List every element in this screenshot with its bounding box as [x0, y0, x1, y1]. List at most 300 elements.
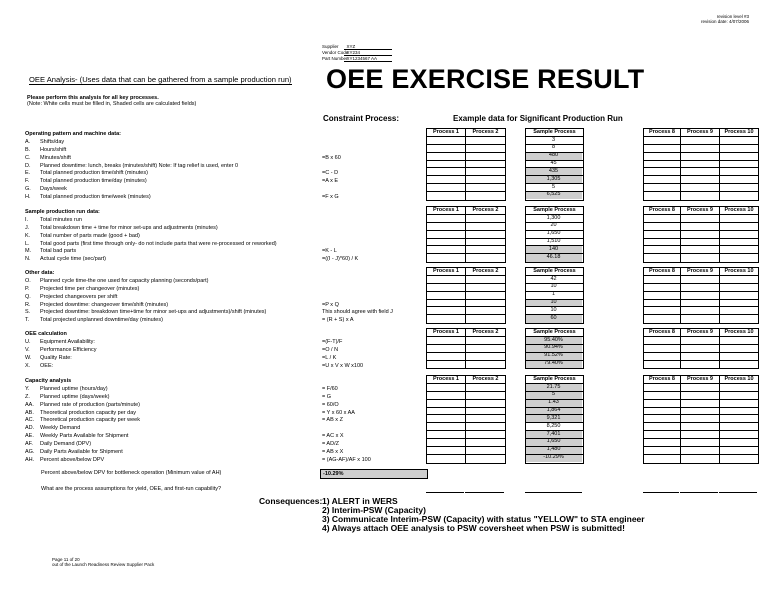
sample-value-cell[interactable]: 7,401 — [525, 431, 582, 439]
grid-line — [426, 175, 465, 176]
grid-line — [719, 454, 758, 455]
sample-value-cell[interactable]: 21.75 — [525, 384, 582, 392]
row-code: J. — [25, 224, 30, 231]
row-formula: =F x G — [322, 193, 339, 200]
row-description: Weekly Parts Available for Shipment — [40, 433, 129, 440]
data-row — [25, 394, 420, 402]
row-description: Minutes/shift — [40, 154, 71, 161]
grid-line — [525, 438, 583, 439]
grid-line — [426, 352, 465, 353]
grid-line — [426, 299, 465, 300]
grid-line — [719, 160, 758, 161]
section-title: Other data: — [25, 270, 55, 276]
consequence-1: 1) ALERT in WERS — [322, 496, 398, 506]
grid-line — [426, 238, 465, 239]
column-header: Sample Process — [525, 128, 584, 137]
row-description: Planned uptime (hours/day) — [40, 386, 108, 392]
row-description: Total planned production time/shift (minutes) — [40, 170, 148, 177]
grid-line — [525, 344, 583, 345]
grid-line — [426, 407, 465, 408]
sample-value-cell[interactable]: 95.40% — [525, 337, 582, 345]
column-grid — [426, 383, 466, 464]
row-description: Total good parts (first time through only- do not include parts that were re-processed or reworked) — [40, 240, 277, 247]
row-code: AG. — [25, 448, 35, 455]
grid-line — [643, 360, 680, 361]
grid-line — [643, 144, 680, 145]
grid-line — [525, 160, 583, 161]
data-row — [25, 170, 420, 178]
grid-line — [465, 191, 505, 192]
data-row — [25, 309, 420, 317]
row-description: Theoretical production capacity per week — [40, 417, 140, 424]
data-row — [25, 433, 420, 441]
row-description: Planned rate of production (parts/minute) — [40, 401, 140, 408]
grid-line — [525, 314, 583, 315]
row-code: K. — [25, 232, 31, 239]
instructions-note: (Note: White cells must be filled in, Shaded cells are calculated fields) — [27, 101, 197, 107]
grid-line — [643, 414, 680, 415]
row-formula: This should agree with field J — [322, 309, 393, 316]
sample-value-cell[interactable]: 20 — [550, 222, 557, 229]
grid-line — [643, 291, 680, 292]
page-title: OEE EXERCISE RESULT — [326, 64, 645, 94]
grid-line — [680, 183, 719, 184]
column-header: Process 8 — [643, 267, 681, 276]
column-grid — [465, 383, 506, 464]
sample-value-cell[interactable]: 45 — [550, 160, 557, 167]
assumption-line — [426, 492, 464, 493]
data-row — [25, 425, 420, 433]
column-header: Process 1 — [426, 206, 466, 215]
column-grid — [465, 336, 506, 369]
sample-value-cell[interactable]: 1,864 — [525, 407, 582, 415]
column-grid — [426, 336, 466, 369]
row-description: Total minutes run — [40, 217, 82, 223]
sample-value-cell[interactable]: 42 — [550, 275, 557, 282]
grid-line — [643, 422, 680, 423]
row-formula: = F/60 — [322, 386, 338, 392]
row-formula: = Y x 60 x AA — [322, 409, 355, 416]
row-code: F. — [25, 178, 30, 185]
grid-line — [525, 360, 583, 361]
grid-line — [719, 407, 758, 408]
sample-value-cell[interactable]: 91.52% — [525, 352, 582, 360]
grid-line — [426, 230, 465, 231]
sample-value-cell[interactable]: 60 — [525, 315, 582, 323]
row-code: E. — [25, 170, 31, 177]
row-description: Total bad parts — [40, 248, 77, 255]
grid-line — [680, 407, 719, 408]
row-description: Daily Parts Available for Shipment — [40, 448, 123, 455]
row-description: Planned downtime: lunch, breaks (minutes/shift) Note: If tag relief is used, enter 0 — [40, 162, 239, 169]
row-description: Days/week — [40, 186, 67, 193]
oee-analysis-heading: OEE Analysis- (Uses data that can be gathered from a sample production run) — [29, 75, 292, 84]
grid-line — [643, 344, 680, 345]
data-row — [25, 294, 420, 302]
grid-line — [719, 191, 758, 192]
row-description: Total number of parts made (good + bad) — [40, 232, 140, 239]
row-code: B. — [25, 146, 31, 153]
row-formula: = 60/O — [322, 401, 339, 408]
column-header: Sample Process — [525, 206, 584, 215]
sample-value-cell[interactable]: 79.40% — [525, 360, 582, 368]
grid-line — [680, 360, 719, 361]
constraint-process-label: Constraint Process: — [323, 114, 400, 123]
row-code: AF. — [25, 440, 33, 447]
part-label: Part Number — [322, 56, 348, 61]
sample-value-cell[interactable]: 8,250 — [546, 422, 561, 429]
grid-line — [465, 183, 505, 184]
grid-line — [719, 291, 758, 292]
grid-line — [525, 454, 583, 455]
grid-line — [680, 314, 719, 315]
row-code: L. — [25, 240, 30, 247]
row-formula: =P x Q — [322, 301, 339, 308]
row-description: Percent above/below DPV — [40, 456, 105, 463]
grid-line — [465, 360, 505, 361]
row-description: Projected downtime: changeover time/shift (minutes) — [40, 301, 169, 308]
column-header: Process 10 — [719, 375, 759, 384]
section-title: OEE calculation — [25, 331, 67, 337]
data-row — [25, 457, 420, 465]
row-code: AH. — [25, 456, 35, 463]
data-row — [25, 248, 420, 256]
column-header: Process 9 — [680, 206, 720, 215]
grid-line — [525, 291, 583, 292]
grid-line — [680, 230, 719, 231]
row-description: Actual cycle time (sec/part) — [40, 256, 107, 263]
row-formula: =((I - J)*60) / K — [322, 256, 359, 263]
row-formula: = (AG-AF)/AF x 100 — [322, 456, 371, 463]
row-description: Projected downtime: breakdown time+time for minor set-ups and adjustments)/shift (minutes) — [40, 309, 267, 316]
grid-line — [643, 253, 680, 254]
assumption-line — [643, 492, 679, 493]
row-formula: =O / N — [322, 346, 339, 353]
column-header: Process 9 — [680, 375, 720, 384]
footer-source: out of the Launch Readiness Review Supplier Pack — [52, 562, 155, 567]
row-description: Planned cycle time-the one used for capacity planning (seconds/part) — [40, 278, 209, 284]
row-description: Performance Efficiency — [40, 346, 97, 353]
grid-line — [465, 152, 505, 153]
row-description: Planned uptime (days/week) — [40, 393, 110, 400]
part-value: XY1234567 AA — [344, 56, 392, 62]
row-code: AA. — [25, 401, 34, 408]
column-header: Process 2 — [465, 206, 506, 215]
column-header: Process 1 — [426, 267, 466, 276]
grid-line — [643, 222, 680, 223]
grid-line — [426, 144, 465, 145]
column-header: Process 2 — [465, 128, 506, 137]
column-grid — [643, 336, 681, 369]
grid-line — [680, 344, 719, 345]
grid-line — [426, 438, 465, 439]
sample-value-cell[interactable]: 10 — [550, 306, 557, 313]
grid-line — [426, 283, 465, 284]
row-code: AD. — [25, 425, 35, 432]
grid-line — [426, 422, 465, 423]
grid-line — [465, 144, 505, 145]
row-code: N. — [25, 256, 31, 263]
row-formula: =K - L — [322, 248, 337, 255]
grid-line — [465, 238, 505, 239]
grid-line — [525, 391, 583, 392]
row-description: Projected time per changeover (minutes) — [40, 285, 140, 292]
grid-line — [465, 422, 505, 423]
grid-line — [719, 430, 758, 431]
consequence-4: 4) Always attach OEE analysis to PSW coversheet when PSW is submitted! — [322, 523, 625, 533]
grid-line — [643, 230, 680, 231]
data-row — [25, 449, 420, 457]
grid-line — [426, 222, 465, 223]
data-row — [25, 441, 420, 449]
grid-line — [680, 245, 719, 246]
sample-value-cell[interactable]: 1 — [551, 291, 556, 298]
grid-line — [465, 167, 505, 168]
grid-line — [426, 183, 465, 184]
column-header: Process 8 — [643, 328, 681, 337]
revision-date: revision date: 4/07/2006 — [700, 19, 749, 24]
grid-line — [680, 422, 719, 423]
grid-line — [465, 430, 505, 431]
grid-line — [426, 314, 465, 315]
grid-line — [643, 352, 680, 353]
column-header: Process 1 — [426, 328, 466, 337]
row-code: A. — [25, 139, 31, 145]
grid-line — [719, 360, 758, 361]
grid-line — [643, 306, 680, 307]
row-description: Daily Demand (DPV) — [40, 440, 92, 447]
supplier-label: Supplier — [322, 44, 339, 49]
row-code: I. — [25, 217, 29, 223]
grid-line — [680, 446, 719, 447]
row-description: Weekly Demand — [40, 425, 81, 432]
sample-value-cell[interactable]: 1,480 — [525, 446, 582, 454]
data-row — [25, 147, 420, 155]
consequences-label: Consequences: — [259, 496, 323, 506]
data-row — [25, 302, 420, 310]
data-row — [25, 217, 420, 225]
row-formula: = AB x X — [322, 448, 344, 455]
column-grid — [719, 336, 759, 369]
data-row — [25, 241, 420, 249]
row-description: Hours/shift — [40, 146, 67, 153]
grid-line — [525, 167, 583, 168]
grid-line — [426, 253, 465, 254]
data-row — [25, 417, 420, 425]
grid-line — [719, 391, 758, 392]
grid-line — [525, 222, 583, 223]
grid-line — [465, 245, 505, 246]
assumption-line — [525, 492, 582, 493]
data-row — [25, 347, 420, 355]
assumption-line — [465, 492, 504, 493]
grid-line — [465, 399, 505, 400]
row-code: V. — [25, 346, 30, 353]
column-grid — [525, 383, 584, 464]
row-formula: = AB x Z — [322, 417, 343, 424]
grid-line — [525, 430, 583, 431]
data-row — [25, 402, 420, 410]
grid-line — [525, 407, 583, 408]
grid-line — [643, 175, 680, 176]
column-header: Process 2 — [465, 267, 506, 276]
vendor-label: Vendor Code — [322, 50, 349, 55]
row-code: X. — [25, 362, 31, 369]
footer-page: Page 11 of 20 — [52, 557, 80, 562]
column-grid — [525, 336, 584, 369]
column-header: Process 8 — [643, 375, 681, 384]
bottleneck-value[interactable]: -10.29% — [320, 469, 428, 479]
row-code: U. — [25, 339, 31, 345]
data-row — [25, 410, 420, 418]
column-header: Process 10 — [719, 267, 759, 276]
grid-line — [680, 144, 719, 145]
data-row — [25, 233, 420, 241]
grid-line — [719, 152, 758, 153]
column-header: Process 9 — [680, 328, 720, 337]
row-formula: = AD/Z — [322, 440, 339, 447]
grid-line — [719, 175, 758, 176]
sample-value-cell[interactable]: 5 — [551, 183, 556, 190]
sample-value-cell[interactable]: 5 — [525, 391, 582, 399]
grid-line — [465, 306, 505, 307]
row-code: O. — [25, 278, 31, 284]
grid-line — [525, 446, 583, 447]
supplier-value: XYZ — [344, 44, 392, 50]
grid-line — [525, 175, 583, 176]
grid-line — [719, 299, 758, 300]
sample-value-cell[interactable]: 90.94% — [525, 344, 582, 352]
data-row — [25, 178, 420, 186]
grid-line — [525, 144, 583, 145]
row-code: AB. — [25, 409, 34, 416]
grid-line — [680, 352, 719, 353]
grid-line — [465, 352, 505, 353]
data-row — [25, 317, 420, 325]
data-row — [25, 225, 420, 233]
column-grid — [680, 383, 720, 464]
grid-line — [643, 167, 680, 168]
column-grid — [680, 336, 720, 369]
section-title: Capacity analysis — [25, 378, 72, 384]
grid-line — [719, 183, 758, 184]
data-row — [25, 163, 420, 171]
example-data-label: Example data for Significant Production Run — [453, 114, 623, 123]
row-code: C. — [25, 154, 31, 161]
row-description: Projected changeovers per shift — [40, 293, 118, 300]
revision-level: revision level #3 — [716, 14, 749, 19]
grid-line — [525, 299, 583, 300]
data-row — [25, 186, 420, 194]
grid-line — [643, 238, 680, 239]
data-row — [25, 286, 420, 294]
grid-line — [426, 306, 465, 307]
sample-value-cell[interactable]: 9,321 — [525, 415, 582, 423]
grid-line — [680, 222, 719, 223]
row-description: Shifts/day — [40, 139, 65, 145]
grid-line — [719, 414, 758, 415]
sample-value-cell[interactable]: 1,300 — [546, 214, 561, 221]
grid-line — [525, 191, 583, 192]
grid-line — [643, 399, 680, 400]
sample-value-cell[interactable]: 480 — [525, 152, 582, 160]
grid-line — [643, 438, 680, 439]
grid-line — [465, 230, 505, 231]
row-formula: =B x 60 — [322, 154, 341, 161]
row-code: Y. — [25, 386, 30, 392]
grid-line — [719, 222, 758, 223]
column-grid — [719, 383, 759, 464]
grid-line — [680, 414, 719, 415]
column-header: Process 9 — [680, 128, 720, 137]
column-header: Sample Process — [525, 328, 584, 337]
data-row — [25, 278, 420, 286]
row-formula: =U x V x W x100 — [322, 362, 364, 369]
row-description: Total planned production time/week (minutes) — [40, 193, 151, 200]
assumption-line — [680, 492, 718, 493]
grid-line — [643, 446, 680, 447]
grid-line — [465, 454, 505, 455]
grid-line — [719, 422, 758, 423]
sample-value-cell[interactable]: 435 — [525, 168, 582, 176]
sample-value-cell[interactable]: 3 — [551, 136, 556, 143]
data-row — [25, 339, 420, 347]
sample-value-cell[interactable]: 140 — [525, 246, 582, 254]
grid-line — [680, 238, 719, 239]
sample-value-cell[interactable]: 1,305 — [525, 176, 582, 184]
grid-line — [680, 160, 719, 161]
sample-value-cell[interactable]: 1,650 — [525, 438, 582, 446]
row-description: Total planned production time/day (minutes) — [40, 178, 147, 185]
sample-value-cell[interactable]: 46.18 — [525, 254, 582, 262]
sample-value-cell[interactable]: 1,510 — [546, 238, 561, 245]
grid-line — [525, 253, 583, 254]
data-row — [25, 386, 420, 394]
grid-line — [426, 167, 465, 168]
grid-line — [643, 454, 680, 455]
grid-line — [680, 191, 719, 192]
grid-line — [525, 283, 583, 284]
column-header: Process 9 — [680, 267, 720, 276]
grid-line — [465, 175, 505, 176]
grid-line — [643, 430, 680, 431]
grid-line — [719, 144, 758, 145]
sample-value-cell[interactable]: -10.29% — [525, 454, 582, 462]
grid-line — [719, 253, 758, 254]
grid-line — [680, 167, 719, 168]
grid-line — [525, 414, 583, 415]
sample-value-cell[interactable]: 1,650 — [546, 230, 561, 237]
grid-line — [426, 446, 465, 447]
sample-value-cell[interactable]: 10 — [550, 283, 557, 290]
sample-value-cell[interactable]: 8 — [551, 144, 556, 151]
grid-line — [719, 344, 758, 345]
grid-line — [426, 360, 465, 361]
grid-line — [525, 245, 583, 246]
column-header: Process 2 — [465, 328, 506, 337]
sample-value-cell[interactable]: 6,525 — [525, 191, 582, 199]
consequence-2: 2) Interim-PSW (Capacity) — [322, 505, 426, 515]
sample-value-cell[interactable]: 10 — [525, 299, 582, 307]
grid-line — [643, 152, 680, 153]
grid-line — [465, 344, 505, 345]
row-code: AE. — [25, 433, 34, 440]
grid-line — [643, 391, 680, 392]
data-row — [25, 363, 420, 371]
grid-line — [525, 399, 583, 400]
consequence-3: 3) Communicate Interim-PSW (Capacity) with status "YELLOW" to STA engineer — [322, 514, 645, 524]
sample-value-cell[interactable]: 1.43 — [525, 399, 582, 407]
